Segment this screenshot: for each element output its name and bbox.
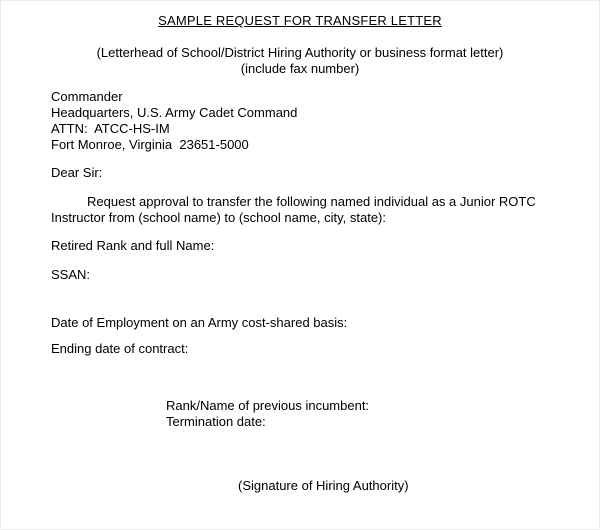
salutation: Dear Sir: — [51, 165, 103, 180]
letterhead-note: (Letterhead of School/District Hiring Authority or business format letter) — [96, 45, 504, 60]
previous-incumbent-block — [166, 398, 549, 430]
field-ssan: SSAN: — [51, 267, 91, 282]
field-previous-incumbent: Rank/Name of previous incumbent: — [166, 398, 370, 413]
field-ending-date-of-contract: Ending date of contract: — [51, 341, 189, 356]
address-line-headquarters: Headquarters, U.S. Army Cadet Command — [51, 105, 298, 120]
recipient-address-block — [51, 89, 549, 153]
address-line-city: Fort Monroe, Virginia 23651-5000 — [51, 137, 249, 152]
request-paragraph: Request approval to transfer the following named individual as a Junior ROTC Instructor from (school name) to (school name, city, state): — [51, 194, 536, 225]
address-line-commander: Commander — [51, 89, 123, 104]
signature-of-hiring-authority-note: (Signature of Hiring Authority) — [238, 478, 409, 493]
field-employment-date: Date of Employment on an Army cost-shared basis: — [51, 315, 348, 330]
fax-number-note: (include fax number) — [240, 61, 360, 76]
address-line-attn: ATTN: ATCC-HS-IM — [51, 121, 170, 136]
field-retired-rank-and-name: Retired Rank and full Name: — [51, 238, 215, 253]
field-termination-date: Termination date: — [166, 414, 266, 429]
document-title: SAMPLE REQUEST FOR TRANSFER LETTER — [158, 13, 442, 28]
